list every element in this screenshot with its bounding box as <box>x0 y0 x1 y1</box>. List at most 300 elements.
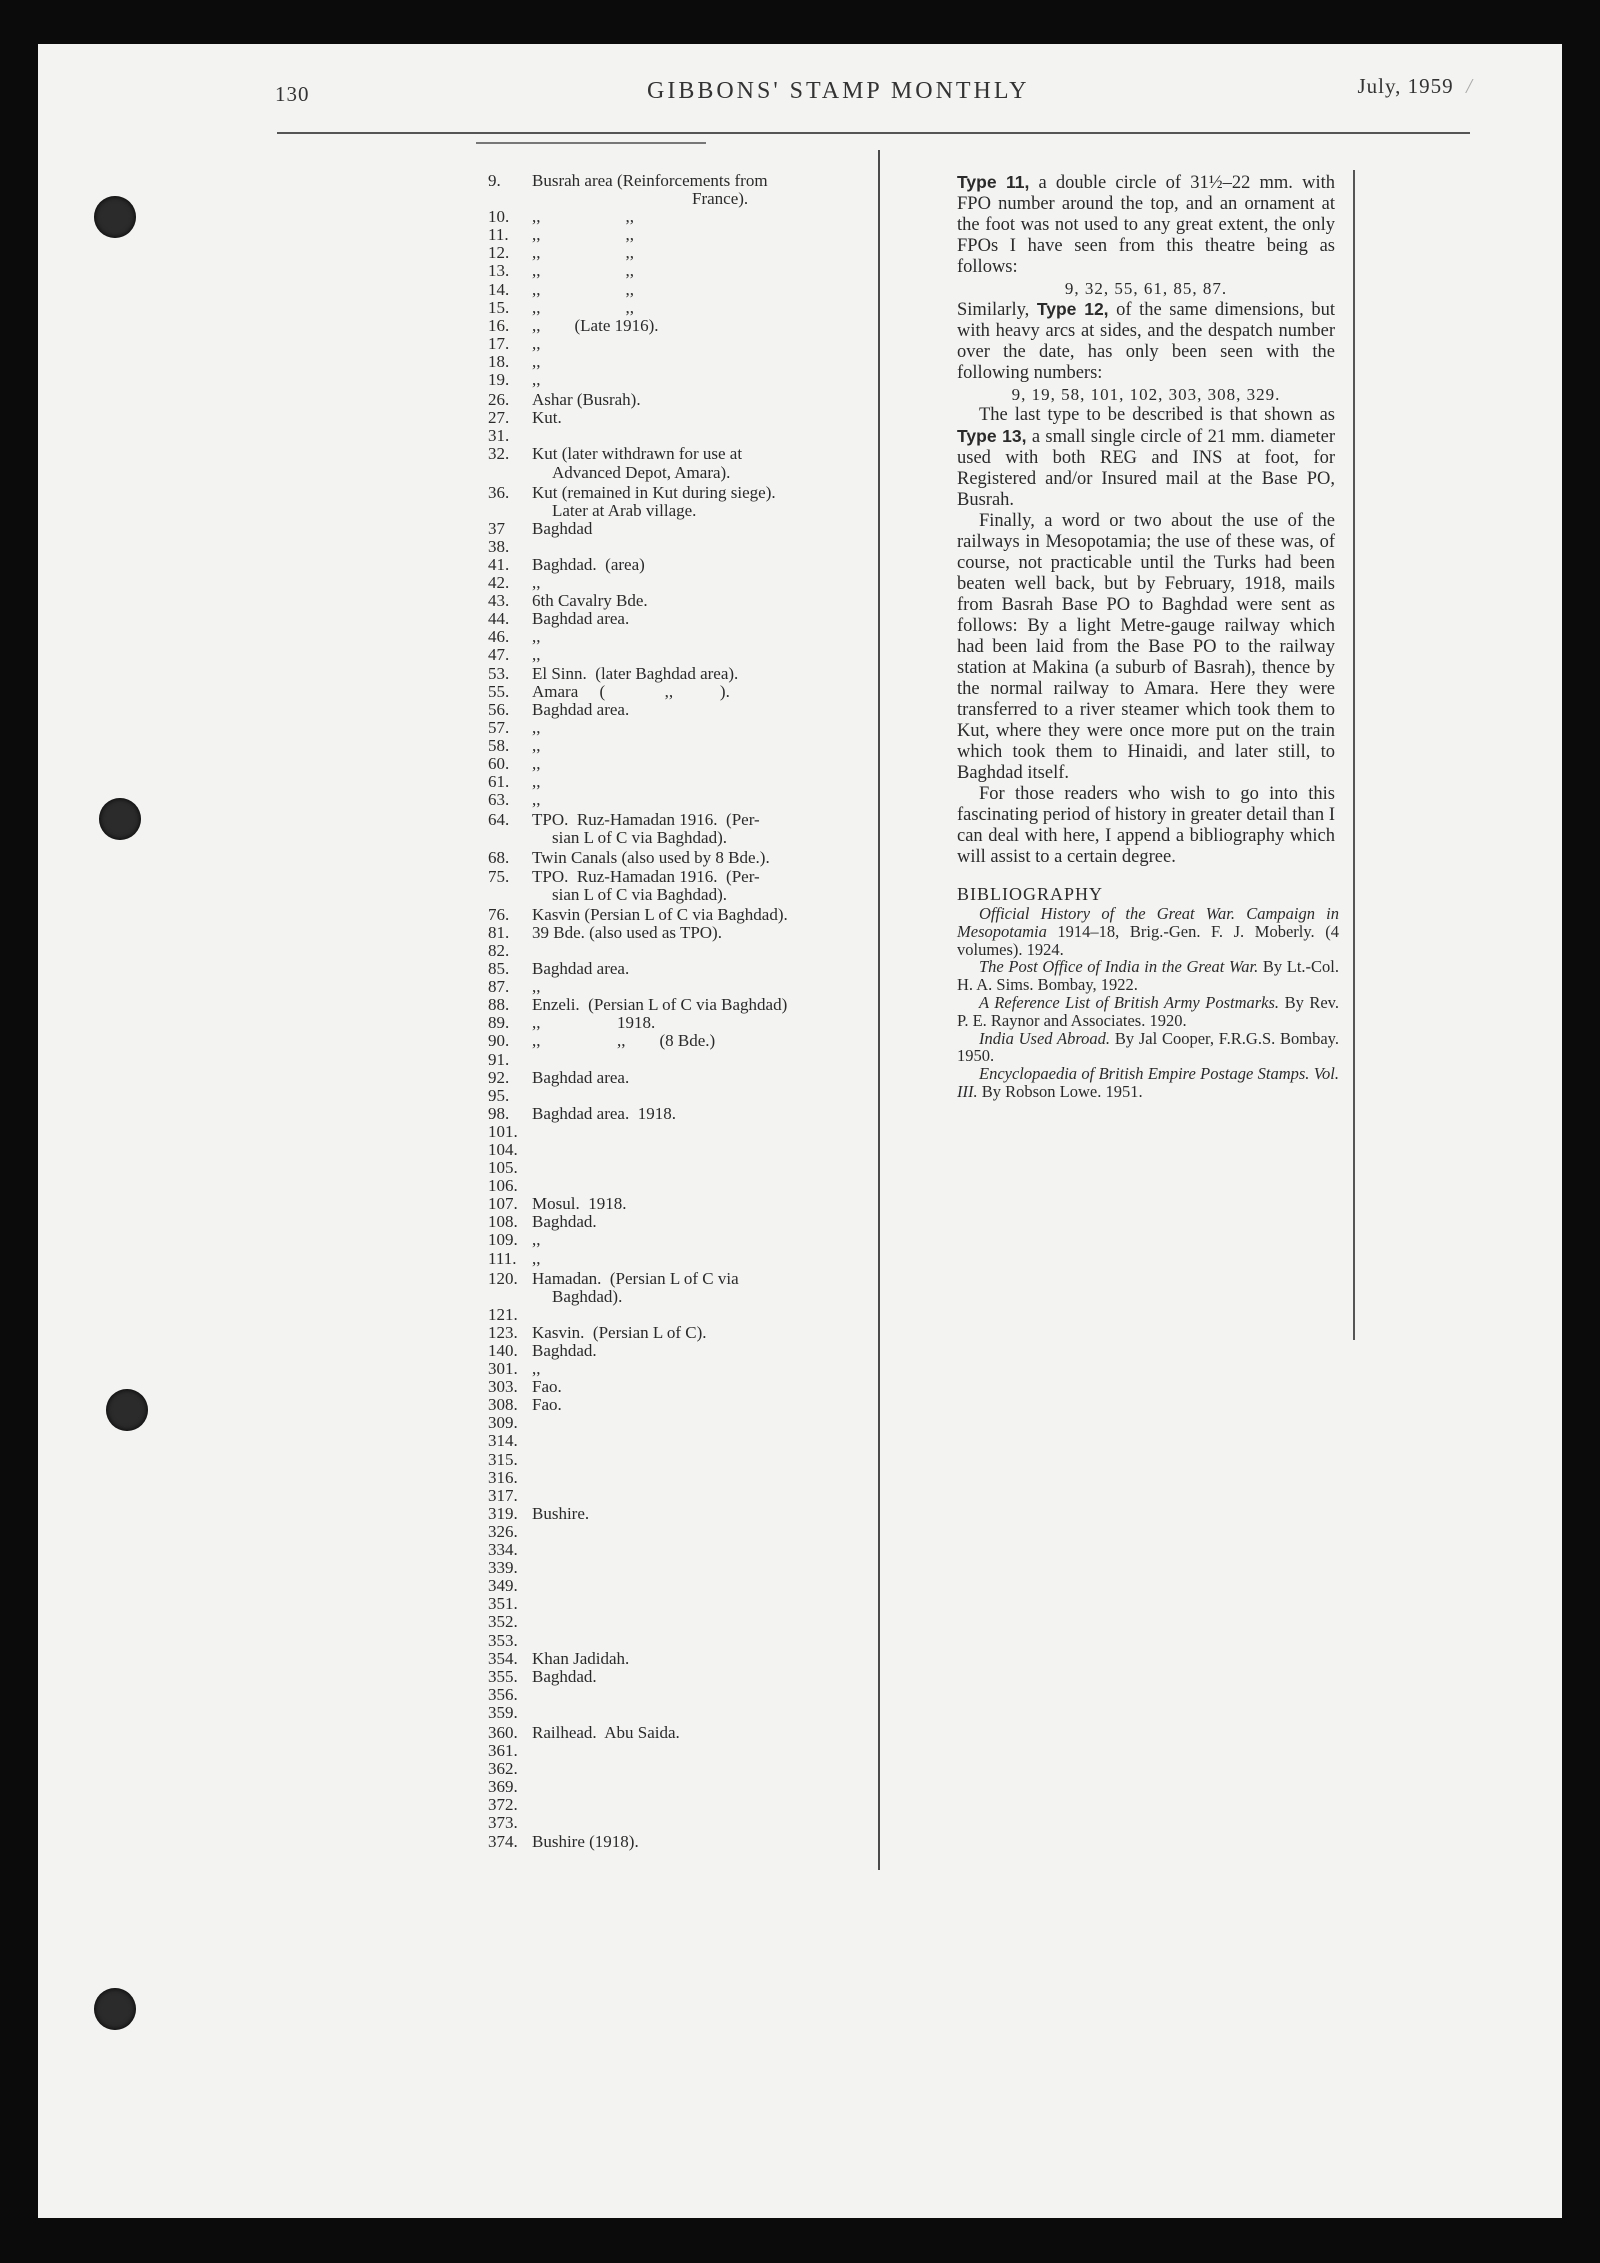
fpo-list-item <box>488 1159 868 1177</box>
fpo-number: 355. <box>488 1666 518 1686</box>
fpo-list-item <box>488 1505 868 1523</box>
fpo-location: ,, <box>532 351 541 371</box>
fpo-location: TPO. Ruz-Hamadan 1916. (Per- <box>532 810 760 830</box>
fpo-number: 82. <box>488 940 510 960</box>
fpo-list-item-continuation <box>488 464 868 482</box>
fpo-list-item <box>488 335 868 353</box>
fpo-location: Railhead. Abu Saida. <box>532 1722 680 1742</box>
fpo-location <box>532 538 868 556</box>
fpo-list-item <box>488 1432 868 1450</box>
fpo-location <box>532 1177 868 1195</box>
fpo-list-item <box>488 1523 868 1541</box>
fpo-list-item <box>488 409 868 427</box>
bibliography-entry <box>957 958 1339 994</box>
fpo-number: 18. <box>488 351 510 371</box>
fpo-number: 12. <box>488 243 510 263</box>
fpo-number: 315. <box>488 1449 518 1469</box>
fpo-number: 349. <box>488 1576 518 1596</box>
fpo-location <box>532 1613 868 1631</box>
fpo-number: 314. <box>488 1431 518 1451</box>
fpo-location: Kut (remained in Kut during siege). <box>532 482 776 502</box>
fpo-list-item <box>488 574 868 592</box>
fpo-number: 63. <box>488 790 510 810</box>
fpo-location <box>532 1487 868 1505</box>
fpo-number: 123. <box>488 1322 518 1342</box>
page-number: 130 <box>275 82 310 106</box>
fpo-list-item <box>488 1469 868 1487</box>
fpo-list-item <box>488 1123 868 1141</box>
fpo-number: 27. <box>488 408 510 428</box>
column-divider <box>878 150 880 1870</box>
fpo-list-item <box>488 665 868 683</box>
bibliography-entry <box>957 1030 1339 1066</box>
fpo-number: 101. <box>488 1121 518 1141</box>
fpo-number: 57. <box>488 717 510 737</box>
fpo-list-item <box>488 646 868 664</box>
binder-hole <box>106 1389 148 1431</box>
fpo-location: ,, ,, <box>532 243 634 263</box>
fpo-number: 317. <box>488 1485 518 1505</box>
fpo-list-item <box>488 226 868 244</box>
fpo-list-item <box>488 1742 868 1760</box>
bibliography-details: By Robson Lowe. 1951. <box>977 1081 1143 1101</box>
fpo-location: Fao. <box>532 1395 562 1415</box>
fpo-list-item <box>488 1595 868 1613</box>
fpo-number: 90. <box>488 1031 510 1051</box>
bibliography-details: By Jal Cooper, F.R.G.S. Bombay. 1950. <box>957 1028 1339 1066</box>
fpo-list-item <box>488 610 868 628</box>
fpo-location <box>532 1595 868 1613</box>
fpo-list-item <box>488 1686 868 1704</box>
fpo-list-item <box>488 1650 868 1668</box>
fpo-list-item <box>488 737 868 755</box>
fpo-number: 92. <box>488 1067 510 1087</box>
fpo-number: 91. <box>488 1049 510 1069</box>
fpo-list-item <box>488 1177 868 1195</box>
fpo-location <box>532 1704 868 1722</box>
fpo-list-item <box>488 1778 868 1796</box>
bibliography-details: By Rev. P. E. Raynor and Associates. 1920. <box>957 992 1339 1030</box>
bibliography-title: India Used Abroad. <box>979 1028 1111 1048</box>
fpo-number: 42. <box>488 573 510 593</box>
fpo-number: 26. <box>488 390 510 410</box>
fpo-list-item <box>488 1760 868 1778</box>
fpo-number: 15. <box>488 297 510 317</box>
bibliography-entry <box>957 1065 1339 1101</box>
fpo-location: Bushire. <box>532 1503 590 1523</box>
fpo-location-continued: Baghdad). <box>552 1286 623 1306</box>
fpo-list-item <box>488 1668 868 1686</box>
fpo-number: 44. <box>488 609 510 629</box>
fpo-number: 373. <box>488 1813 518 1833</box>
fpo-number: 43. <box>488 591 510 611</box>
fpo-location <box>532 1469 868 1487</box>
fpo-list-item <box>488 520 868 538</box>
fpo-location: Baghdad area. <box>532 1067 630 1087</box>
fpo-number: 32. <box>488 444 510 464</box>
fpo-number: 36. <box>488 482 510 502</box>
fpo-location: Kut (later withdrawn for use at <box>532 444 743 464</box>
fpo-list-item-continuation <box>488 1288 868 1306</box>
article-right-column <box>957 172 1339 1101</box>
fpo-location: ,, <box>532 627 541 647</box>
fpo-list-item <box>488 1306 868 1324</box>
fpo-number: 98. <box>488 1103 510 1123</box>
fpo-number: 316. <box>488 1467 518 1487</box>
fpo-location <box>532 1087 868 1105</box>
fpo-number: 60. <box>488 754 510 773</box>
fpo-number: 16. <box>488 315 510 335</box>
fpo-location <box>532 1051 868 1069</box>
fpo-list-item <box>488 1632 868 1650</box>
fpo-number: 354. <box>488 1648 518 1668</box>
fpo-number: 9. <box>488 171 501 190</box>
fpo-list-item <box>488 353 868 371</box>
binder-hole <box>94 1988 136 2030</box>
fpo-location: ,, <box>532 645 541 665</box>
fpo-list-item <box>488 683 868 701</box>
fpo-number: 121. <box>488 1304 518 1324</box>
fpo-number: 351. <box>488 1594 518 1614</box>
fpo-number: 308. <box>488 1395 518 1415</box>
fpo-number: 31. <box>488 426 510 446</box>
fpo-list-item <box>488 996 868 1014</box>
fpo-location: ,, <box>532 772 541 792</box>
fpo-location: ,, <box>532 370 541 390</box>
header-rule <box>277 132 1470 134</box>
fpo-number: 46. <box>488 627 510 647</box>
fpo-location-continued: Later at Arab village. <box>552 500 697 520</box>
fpo-number: 85. <box>488 959 510 979</box>
fpo-location: Baghdad area. <box>532 609 630 629</box>
fpo-location: Baghdad. <box>532 1212 597 1232</box>
binder-hole <box>94 196 136 238</box>
fpo-number: 352. <box>488 1612 518 1632</box>
fpo-location: ,, <box>532 1359 541 1379</box>
fpo-location <box>532 942 868 960</box>
fpo-number: 75. <box>488 866 510 886</box>
fpo-number: 303. <box>488 1377 518 1397</box>
fpo-list-item <box>488 773 868 791</box>
fpo-list-item <box>488 208 868 226</box>
fpo-location: ,, ,, <box>532 279 634 299</box>
fpo-number: 360. <box>488 1722 518 1742</box>
fpo-list-item <box>488 868 868 886</box>
fpo-number: 326. <box>488 1521 518 1541</box>
fpo-number: 89. <box>488 1013 510 1033</box>
fpo-number: 140. <box>488 1341 518 1360</box>
fpo-number: 68. <box>488 848 510 868</box>
fpo-location: Hamadan. (Persian L of C via <box>532 1268 739 1288</box>
fpo-number: 120. <box>488 1268 518 1288</box>
fpo-list-item <box>488 1032 868 1050</box>
fpo-location <box>532 1451 868 1469</box>
fpo-number: 55. <box>488 681 510 701</box>
bibliography-heading: BIBLIOGRAPHY <box>957 884 1104 904</box>
fpo-list-item <box>488 371 868 389</box>
fpo-location <box>532 1778 868 1796</box>
bibliography-entry <box>957 905 1339 958</box>
fpo-number: 56. <box>488 699 510 719</box>
bibliography-list <box>957 905 1339 1101</box>
fpo-list-item <box>488 849 868 867</box>
fpo-list-item <box>488 1014 868 1032</box>
type11-paragraph: Type 11, a double circle of 31½–22 mm. with FPO number around the top, and an ornament at the foot was not used to any great extent, the only FPOs I have seen from this theatre being as follows: <box>957 172 1335 277</box>
fpo-location <box>532 1306 868 1324</box>
fpo-number: 372. <box>488 1795 518 1815</box>
fpo-list-item <box>488 1796 868 1814</box>
fpo-location: Bushire (1918). <box>532 1831 639 1851</box>
fpo-location <box>532 1432 868 1450</box>
fpo-location <box>532 1523 868 1541</box>
fpo-location <box>532 1541 868 1559</box>
fpo-location: Baghdad. <box>532 1666 597 1686</box>
fpo-location: Twin Canals (also used by 8 Bde.). <box>532 848 770 868</box>
fpo-location: Kut. <box>532 408 562 428</box>
fpo-number: 17. <box>488 333 510 353</box>
fpo-number: 104. <box>488 1139 518 1159</box>
fpo-location: ,, ,, <box>532 261 634 281</box>
fpo-list-item <box>488 701 868 719</box>
fpo-location: Kasvin (Persian L of C via Baghdad). <box>532 904 788 924</box>
fpo-location: ,, <box>532 735 541 755</box>
fpo-number: 41. <box>488 554 510 574</box>
fpo-number: 108. <box>488 1212 518 1232</box>
fpo-list-item <box>488 1613 868 1631</box>
fpo-list-item <box>488 1577 868 1595</box>
fpo-list-item-continuation <box>488 829 868 847</box>
fpo-list-item <box>488 628 868 646</box>
fpo-list-item <box>488 592 868 610</box>
fpo-list-item-continuation <box>488 886 868 904</box>
fpo-list-item-continuation <box>488 190 868 208</box>
fpo-location: El Sinn. (later Baghdad area). <box>532 663 739 683</box>
fpo-number: 106. <box>488 1176 518 1196</box>
fpo-location: 39 Bde. (also used as TPO). <box>532 922 722 942</box>
fpo-list-item <box>488 1833 868 1851</box>
type12-paragraph: Similarly, Type 12, of the same dimensions, but with heavy arcs at sides, and the despatch number over the date, has only been seen with the following numbers: <box>957 299 1335 383</box>
fpo-location: Baghdad. (area) <box>532 554 645 574</box>
fpo-location: ,, ,, (8 Bde.) <box>532 1031 716 1051</box>
fpo-number: 319. <box>488 1503 518 1523</box>
type11-fpo-list: 9, 32, 55, 61, 85, 87. <box>1064 279 1228 298</box>
fpo-location <box>532 1414 868 1432</box>
bibliography-details: By Lt.-Col. H. A. Sims. Bombay, 1922. <box>957 957 1339 995</box>
pencil-mark: / <box>1466 74 1473 98</box>
fpo-list-item <box>488 1324 868 1342</box>
fpo-number: 14. <box>488 279 510 299</box>
binder-hole <box>99 798 141 840</box>
fpo-location <box>532 1123 868 1141</box>
bibliography-title: Official History of the Great War. <box>979 904 1235 923</box>
fpo-location: Baghdad <box>532 518 593 538</box>
fpo-location: Mosul. 1918. <box>532 1194 627 1214</box>
fpo-list-item <box>488 1195 868 1213</box>
fpo-list-item <box>488 1414 868 1432</box>
fpo-location: Baghdad area. <box>532 959 630 979</box>
bibliography-title: A Reference List of British Army Postmarks. <box>979 992 1280 1012</box>
fpo-number: 361. <box>488 1741 518 1761</box>
bibliography-entry <box>957 994 1339 1030</box>
fpo-list-item <box>488 924 868 942</box>
fpo-list-item <box>488 755 868 773</box>
fpo-number: 109. <box>488 1230 518 1250</box>
fpo-list-item <box>488 906 868 924</box>
fpo-location: Kasvin. (Persian L of C). <box>532 1322 707 1342</box>
fpo-list-item <box>488 811 868 829</box>
fpo-location-continued: sian L of C via Baghdad). <box>552 828 727 848</box>
fpo-location: TPO. Ruz-Hamadan 1916. (Per- <box>532 866 760 886</box>
fpo-list-item <box>488 1051 868 1069</box>
fpo-number: 10. <box>488 207 510 227</box>
fpo-list-item <box>488 1559 868 1577</box>
page-header <box>275 72 1473 112</box>
fpo-list-item <box>488 427 868 445</box>
fpo-list-item <box>488 556 868 574</box>
type12-fpo-list: 9, 19, 58, 101, 102, 303, 308, 329. <box>1011 385 1281 404</box>
fpo-list-item <box>488 1378 868 1396</box>
fpo-list-item <box>488 281 868 299</box>
fpo-location: ,, <box>532 573 541 593</box>
fpo-list-item <box>488 484 868 502</box>
fpo-location <box>532 427 868 445</box>
fpo-list-item <box>488 538 868 556</box>
fpo-number: 309. <box>488 1413 518 1433</box>
fpo-number: 76. <box>488 904 510 924</box>
fpo-list-item <box>488 1105 868 1123</box>
fpo-location-continued: sian L of C via Baghdad). <box>552 884 727 904</box>
fpo-list-item <box>488 1814 868 1832</box>
fpo-number: 53. <box>488 663 510 683</box>
fpo-list-item <box>488 719 868 737</box>
fpo-location: ,, ,, <box>532 297 634 317</box>
fpo-location: ,, ,, <box>532 207 634 227</box>
bibliography-details: 1914–18, Brig.-Gen. F. J. Moberly. (4 volumes). 1924. <box>957 921 1339 959</box>
bibliography-title: Encyclopaedia of British Empire Postage Stamps. Vol. III. <box>957 1064 1339 1101</box>
fpo-number: 111. <box>488 1248 517 1268</box>
fpo-list-item <box>488 1451 868 1469</box>
fpo-number: 105. <box>488 1158 518 1178</box>
fpo-number: 362. <box>488 1759 518 1779</box>
fpo-list-item <box>488 1231 868 1249</box>
column-divider-right <box>1353 170 1355 1340</box>
fpo-list-item <box>488 791 868 809</box>
fpo-number: 37 <box>488 518 505 538</box>
column-top-rule <box>476 142 706 144</box>
fpo-number: 87. <box>488 977 510 997</box>
fpo-number: 88. <box>488 995 510 1015</box>
fpo-list-item <box>488 978 868 996</box>
fpo-list-item <box>488 262 868 280</box>
fpo-number: 19. <box>488 370 510 390</box>
fpo-location: ,, ,, <box>532 225 634 245</box>
fpo-number: 13. <box>488 261 510 281</box>
fpo-location: Enzeli. (Persian L of C via Baghdad) <box>532 995 788 1015</box>
closing-paragraph: For those readers who wish to go into this fascinating period of history in greater detail than I can deal with here, I append a bibliography which will assist to a certain degree. <box>957 784 1335 867</box>
bibliography-title: The Post Office of India in the Great War. <box>979 957 1259 977</box>
fpo-location <box>532 1760 868 1778</box>
fpo-list-item <box>488 1250 868 1268</box>
fpo-list-item <box>488 1342 868 1360</box>
fpo-list-item <box>488 1704 868 1722</box>
fpo-list-item <box>488 317 868 335</box>
fpo-list-item <box>488 244 868 262</box>
fpo-list-item <box>488 1396 868 1414</box>
fpo-location <box>532 1796 868 1814</box>
fpo-location-continued: Advanced Depot, Amara). <box>552 462 731 482</box>
fpo-number: 64. <box>488 810 510 830</box>
fpo-list-item <box>488 1141 868 1159</box>
fpo-list-item <box>488 1213 868 1231</box>
type13-paragraph: The last type to be described is that shown as Type 13, a small single circle of 21 mm. diameter used with both REG and INS at foot, for Registered and/or Insured mail at the Base PO, Busrah. <box>957 405 1335 510</box>
fpo-number: 61. <box>488 772 510 792</box>
fpo-location <box>532 1814 868 1832</box>
fpo-number: 369. <box>488 1777 518 1797</box>
fpo-list-item <box>488 1487 868 1505</box>
fpo-location <box>532 1141 868 1159</box>
fpo-list-item <box>488 391 868 409</box>
fpo-number: 11. <box>488 225 509 245</box>
fpo-list-item-continuation <box>488 502 868 520</box>
fpo-location: ,, 1918. <box>532 1013 656 1033</box>
fpo-number: 95. <box>488 1085 510 1105</box>
fpo-list-item <box>488 299 868 317</box>
fpo-location: Baghdad. <box>532 1341 597 1360</box>
fpo-number: 58. <box>488 735 510 755</box>
fpo-number: 301. <box>488 1359 518 1379</box>
fpo-list-item <box>488 172 868 190</box>
fpo-location: Baghdad area. <box>532 699 630 719</box>
fpo-location: ,, <box>532 1248 541 1268</box>
fpo-location: Busrah area (Reinforcements from <box>532 171 768 190</box>
fpo-number: 81. <box>488 922 510 942</box>
fpo-list-item <box>488 445 868 463</box>
fpo-location: Ashar (Busrah). <box>532 390 641 410</box>
fpo-number: 356. <box>488 1684 518 1704</box>
fpo-number: 339. <box>488 1558 518 1578</box>
fpo-list-item <box>488 1541 868 1559</box>
fpo-location: Khan Jadidah. <box>532 1648 630 1668</box>
fpo-location: ,, <box>532 1230 541 1250</box>
fpo-location: ,, (Late 1916). <box>532 315 659 335</box>
fpo-location <box>532 1559 868 1577</box>
fpo-list-item <box>488 960 868 978</box>
fpo-number: 374. <box>488 1831 518 1851</box>
fpo-location: Baghdad area. 1918. <box>532 1103 676 1123</box>
fpo-location: Fao. <box>532 1377 562 1397</box>
fpo-number: 334. <box>488 1540 518 1560</box>
fpo-location-continued: France). <box>692 189 749 209</box>
fpo-list-item <box>488 1724 868 1742</box>
running-title: GIBBONS' STAMP MONTHLY <box>647 78 1030 104</box>
fpo-list-item <box>488 1270 868 1288</box>
issue-date: July, 1959 / <box>1357 74 1473 98</box>
fpo-location: ,, <box>532 333 541 353</box>
fpo-location: 6th Cavalry Bde. <box>532 591 648 611</box>
fpo-list-item <box>488 1087 868 1105</box>
fpo-location: ,, <box>532 754 541 773</box>
fpo-location <box>532 1577 868 1595</box>
fpo-list-item <box>488 1360 868 1378</box>
fpo-location: ,, <box>532 717 541 737</box>
fpo-number: 353. <box>488 1630 518 1650</box>
fpo-list <box>488 172 868 1851</box>
railways-paragraph: Finally, a word or two about the use of the railways in Mesopotamia; the use of these was, of course, not practicable until the Turks had been beaten well back, but by February, 1918, mails from Basrah Base PO to Baghdad were sent as follows: By a light Metre-gauge railway which had been laid from the Base PO to the railway station at Makina (a suburb of Basrah), thence by the normal railway to Amara. Here they were transferred to a river steamer which took them to Kut, where they were once more put on the train which took them to Hinaidi, and later still, to Baghdad itself. <box>957 511 1335 783</box>
fpo-location <box>532 1632 868 1650</box>
fpo-number: 359. <box>488 1702 518 1722</box>
fpo-location <box>532 1742 868 1760</box>
fpo-location <box>532 1159 868 1177</box>
